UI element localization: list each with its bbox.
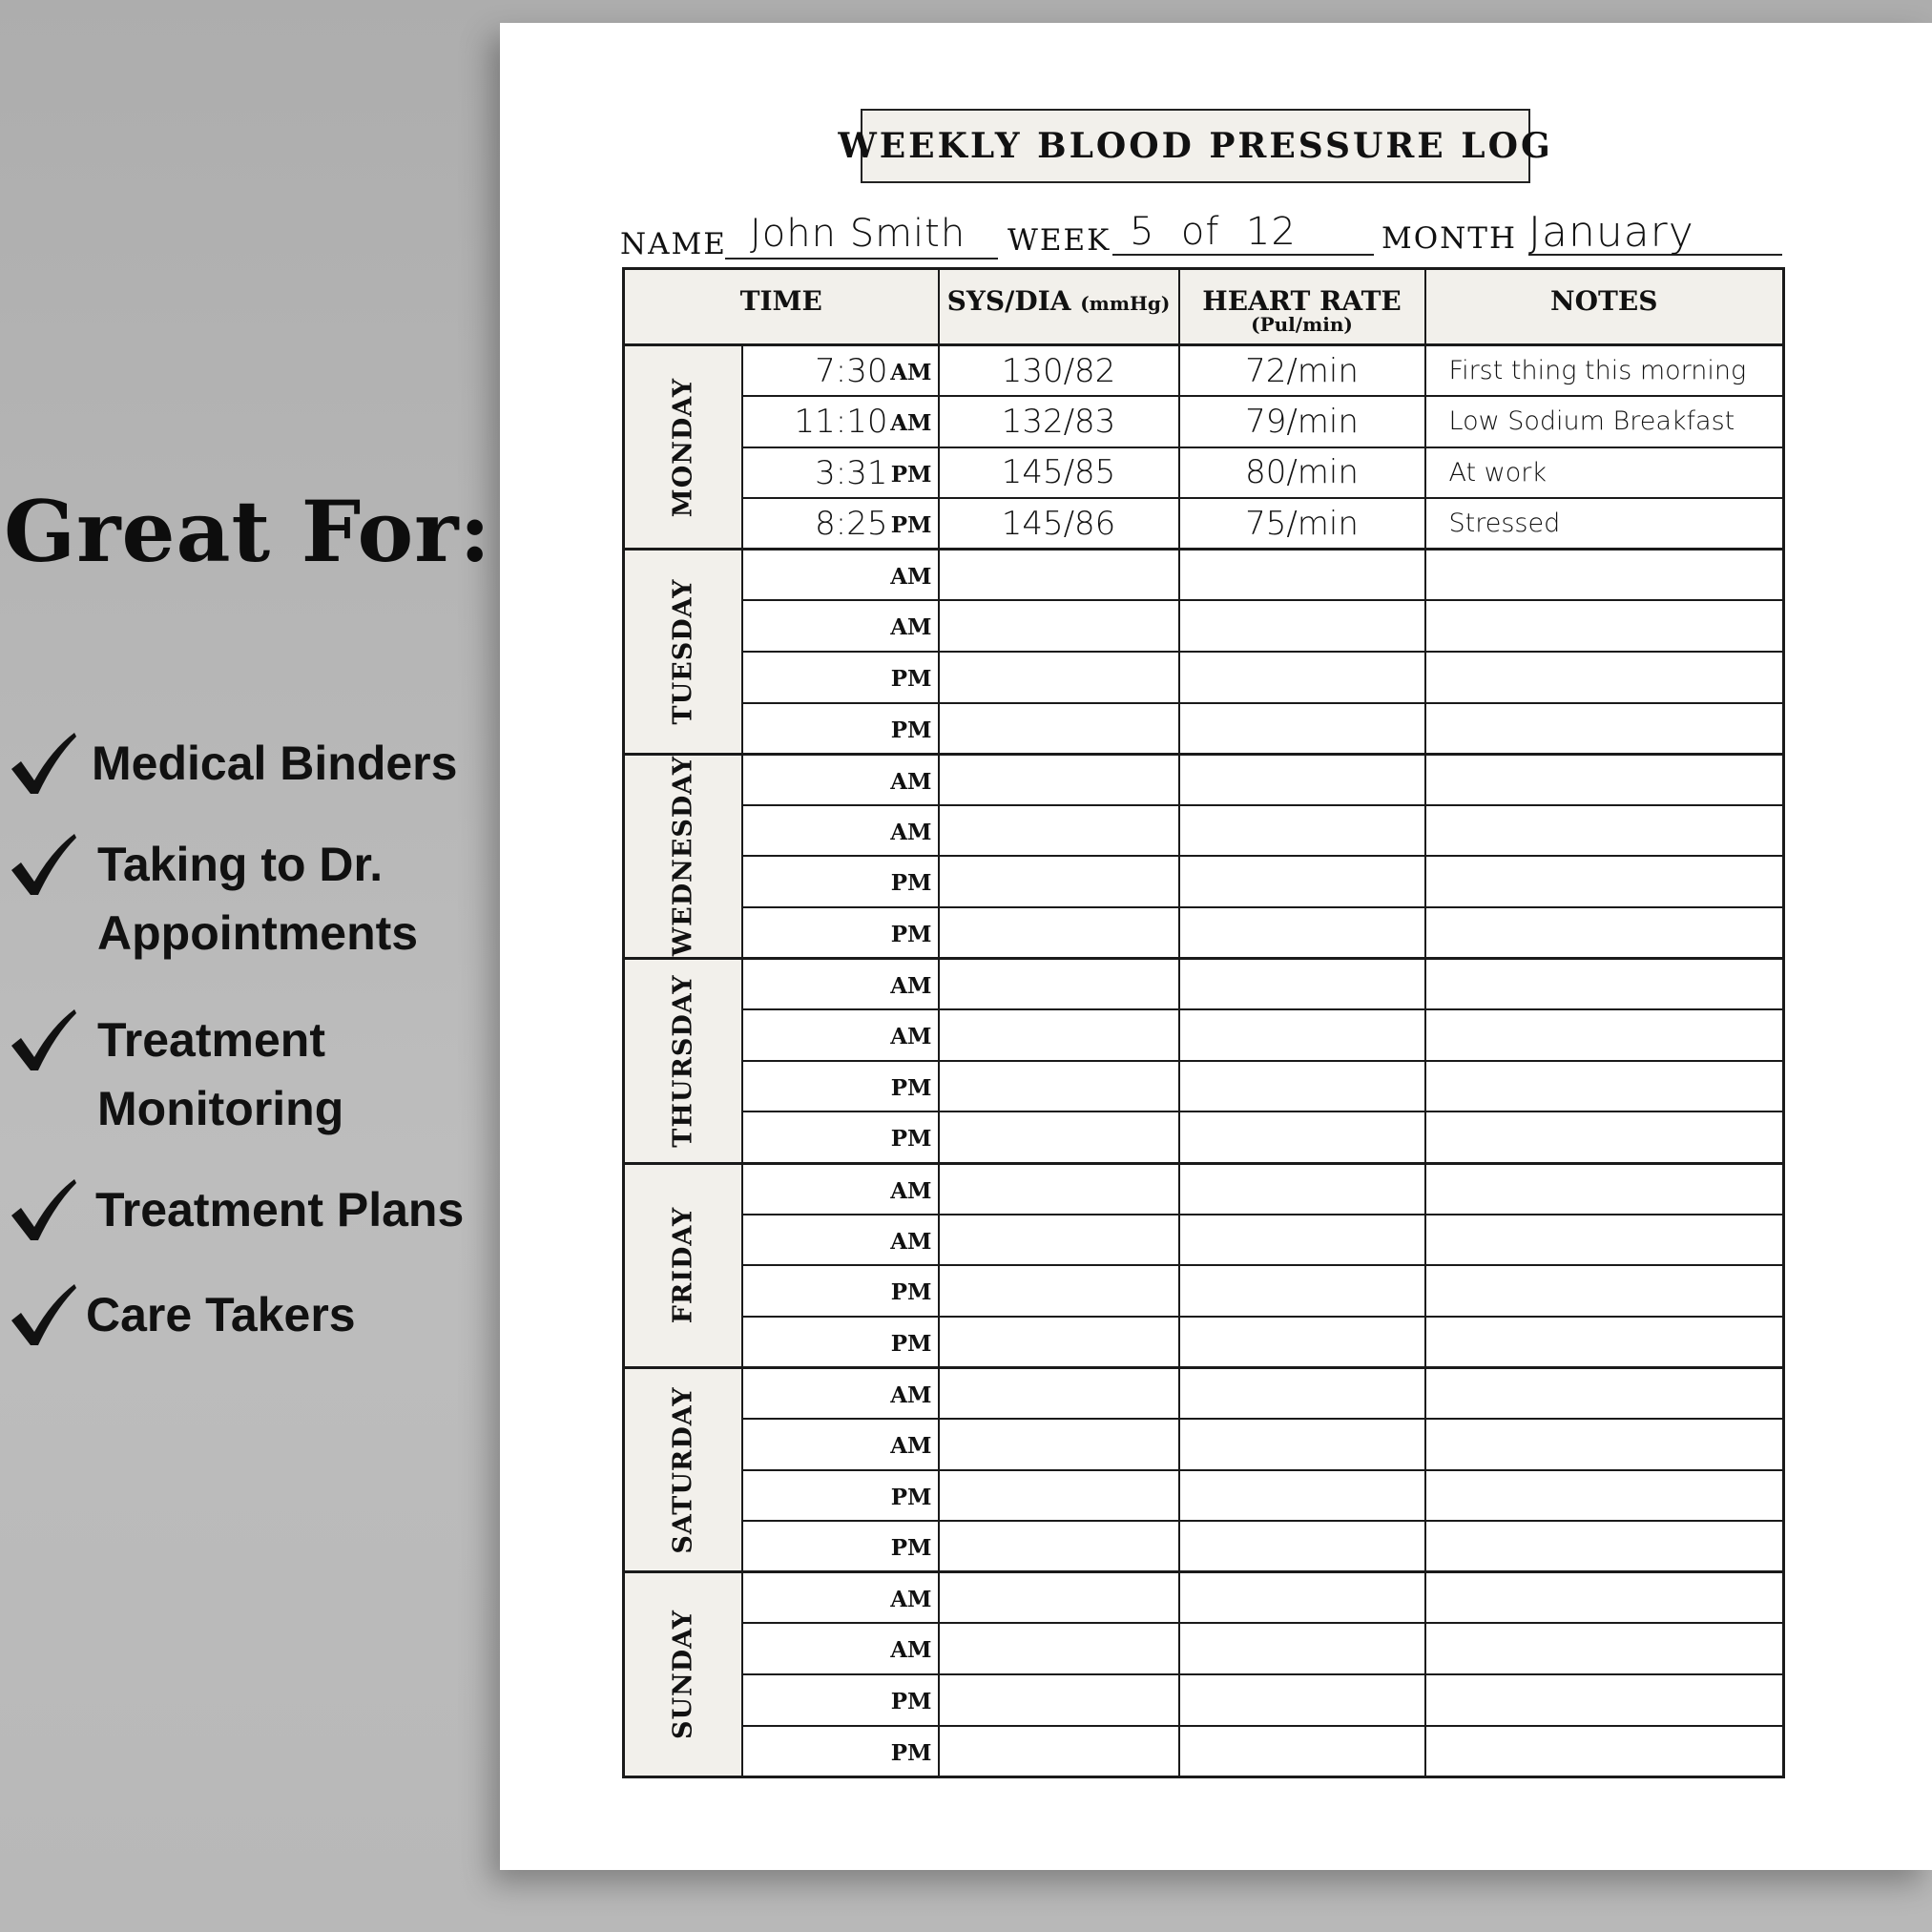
notes-cell[interactable] (1425, 1111, 1784, 1163)
heart-rate-cell[interactable] (1179, 754, 1425, 805)
bp-cell[interactable] (939, 1215, 1179, 1266)
notes-cell[interactable]: At work (1425, 447, 1784, 499)
ampm-label: PM (890, 512, 932, 539)
check-icon (8, 832, 80, 901)
ampm-label: PM (890, 1330, 932, 1357)
day-label-cell (624, 1367, 742, 1571)
bp-cell[interactable] (939, 1521, 1179, 1572)
table-row (624, 1009, 1784, 1061)
heart-rate-cell[interactable] (1179, 1061, 1425, 1112)
notes-cell[interactable] (1425, 1009, 1784, 1061)
heart-rate-cell[interactable] (1179, 550, 1425, 601)
log-body (624, 345, 1784, 1777)
time-cell[interactable] (742, 447, 939, 499)
heart-rate-cell[interactable] (1179, 1623, 1425, 1674)
time-cell[interactable] (742, 703, 939, 755)
notes-cell[interactable] (1425, 652, 1784, 703)
time-cell[interactable] (742, 1572, 939, 1624)
bp-cell[interactable] (939, 1265, 1179, 1317)
ampm-label: PM (890, 870, 932, 897)
table-row (624, 652, 1784, 703)
heart-rate-cell[interactable] (1179, 1317, 1425, 1368)
time-cell[interactable] (742, 1623, 939, 1674)
month-value[interactable]: January (1528, 208, 1694, 257)
table-row (624, 396, 1784, 447)
benefit-label: Treatment (97, 1013, 325, 1067)
heart-rate-cell[interactable] (1179, 959, 1425, 1010)
time-cell[interactable] (742, 1521, 939, 1572)
ampm-label: AM (890, 1587, 932, 1613)
day-label-cell (624, 550, 742, 754)
notes-header (1425, 269, 1784, 345)
heart-rate-cell[interactable] (1179, 856, 1425, 907)
time-cell[interactable] (742, 959, 939, 1010)
time-cell[interactable] (742, 1009, 939, 1061)
notes-cell[interactable] (1425, 1215, 1784, 1266)
time-cell[interactable] (742, 1419, 939, 1470)
notes-cell[interactable] (1425, 550, 1784, 601)
bp-cell[interactable] (939, 1367, 1179, 1419)
name-underline (725, 258, 998, 260)
heart-rate-header (1179, 269, 1425, 345)
ampm-label: AM (890, 360, 932, 385)
day-label-cell (624, 1572, 742, 1776)
ampm-label: AM (890, 410, 932, 437)
heart-rate-cell[interactable] (1179, 1111, 1425, 1163)
table-row (624, 856, 1784, 907)
heart-rate-cell[interactable] (1179, 1470, 1425, 1522)
notes-cell[interactable] (1425, 600, 1784, 652)
bp-cell[interactable] (939, 1623, 1179, 1674)
day-label: THURSDAY (668, 974, 698, 1148)
time-cell[interactable] (742, 1061, 939, 1112)
heart-rate-cell[interactable] (1179, 1419, 1425, 1470)
document-title: WEEKLY BLOOD PRESSURE LOG (861, 109, 1530, 183)
check-icon (8, 731, 80, 800)
benefit-label: Care Takers (86, 1288, 356, 1341)
benefit-label: Taking to Dr. (97, 838, 384, 891)
time-cell[interactable] (742, 1265, 939, 1317)
bp-cell[interactable] (939, 959, 1179, 1010)
notes-cell[interactable] (1425, 1521, 1784, 1572)
table-row (624, 1367, 1784, 1419)
table-row (624, 805, 1784, 857)
heart-rate-cell[interactable] (1179, 1163, 1425, 1215)
table-row (624, 447, 1784, 499)
table-row (624, 1419, 1784, 1470)
heart-rate-cell[interactable] (1179, 600, 1425, 652)
notes-cell[interactable] (1425, 1419, 1784, 1470)
promo-title: Great For: (4, 482, 492, 581)
notes-cell[interactable] (1425, 1674, 1784, 1726)
bp-cell[interactable] (939, 1061, 1179, 1112)
heart-rate-cell[interactable]: 75/min (1179, 498, 1425, 550)
notes-cell[interactable] (1425, 959, 1784, 1010)
ampm-label: PM (890, 1279, 932, 1306)
bp-cell[interactable] (939, 1009, 1179, 1061)
heart-rate-cell[interactable] (1179, 652, 1425, 703)
ampm-label: PM (890, 666, 932, 693)
time-value: 8:25 (815, 505, 888, 544)
bp-cell[interactable]: 130/82 (939, 345, 1179, 397)
check-icon (8, 1282, 80, 1351)
heart-rate-cell[interactable] (1179, 1265, 1425, 1317)
heart-rate-header-label: HEART RATE (1202, 285, 1402, 317)
day-label: SUNDAY (668, 1609, 698, 1739)
bp-cell[interactable] (939, 600, 1179, 652)
bp-log-table (622, 267, 1785, 1778)
notes-cell[interactable] (1425, 856, 1784, 907)
bp-cell[interactable] (939, 805, 1179, 857)
heart-rate-cell[interactable] (1179, 805, 1425, 857)
notes-cell[interactable] (1425, 1623, 1784, 1674)
day-label: WEDNESDAY (668, 756, 698, 957)
day-label: FRIDAY (668, 1206, 698, 1324)
day-label: TUESDAY (668, 578, 698, 725)
bp-cell[interactable] (939, 907, 1179, 959)
ampm-label: PM (890, 717, 932, 743)
ampm-label: AM (890, 768, 932, 795)
ampm-label: PM (890, 461, 932, 488)
notes-cell[interactable]: Low Sodium Breakfast (1425, 396, 1784, 447)
notes-cell[interactable] (1425, 1163, 1784, 1215)
log-sheet (500, 23, 1932, 1870)
bp-cell[interactable] (939, 703, 1179, 755)
time-cell[interactable] (742, 345, 939, 397)
table-row (624, 550, 1784, 601)
ampm-label: PM (890, 1074, 932, 1101)
sysdia-header (939, 269, 1179, 345)
bp-cell[interactable] (939, 652, 1179, 703)
name-value[interactable]: John Smith (750, 212, 966, 256)
benefit-label: Medical Binders (92, 737, 458, 790)
ampm-label: AM (890, 819, 932, 845)
bp-cell[interactable]: 145/86 (939, 498, 1179, 550)
bp-cell[interactable] (939, 1470, 1179, 1522)
time-cell[interactable] (742, 754, 939, 805)
bp-cell[interactable] (939, 1419, 1179, 1470)
heart-rate-cell[interactable] (1179, 1367, 1425, 1419)
day-label-cell (624, 959, 742, 1163)
time-cell[interactable] (742, 907, 939, 959)
table-row (624, 1521, 1784, 1572)
sysdia-header-label: SYS/DIA (946, 285, 1071, 317)
time-cell[interactable] (742, 652, 939, 703)
bp-cell[interactable] (939, 1726, 1179, 1777)
notes-cell[interactable] (1425, 1265, 1784, 1317)
bp-cell[interactable] (939, 754, 1179, 805)
notes-cell[interactable] (1425, 1572, 1784, 1624)
bp-cell[interactable] (939, 856, 1179, 907)
time-cell[interactable] (742, 1367, 939, 1419)
benefit-label-line2: Appointments (97, 906, 419, 960)
table-header-row (624, 269, 1784, 345)
bp-cell[interactable] (939, 1572, 1179, 1624)
heart-rate-cell[interactable] (1179, 1674, 1425, 1726)
heart-rate-cell[interactable] (1179, 1572, 1425, 1624)
bp-cell[interactable] (939, 1674, 1179, 1726)
time-cell[interactable] (742, 1674, 939, 1726)
day-label-cell (624, 754, 742, 958)
ampm-label: PM (890, 1535, 932, 1562)
table-row (624, 1726, 1784, 1777)
notes-cell[interactable] (1425, 1061, 1784, 1112)
bp-cell[interactable] (939, 550, 1179, 601)
day-label: MONDAY (668, 377, 698, 517)
notes-cell[interactable] (1425, 1726, 1784, 1777)
notes-cell[interactable] (1425, 805, 1784, 857)
table-row (624, 1061, 1784, 1112)
notes-header-label: NOTES (1550, 285, 1658, 317)
heart-rate-cell[interactable] (1179, 907, 1425, 959)
time-value: 7:30 (815, 352, 888, 390)
ampm-label: AM (890, 973, 932, 1000)
bp-cell[interactable] (939, 1317, 1179, 1368)
table-row (624, 345, 1784, 397)
ampm-label: AM (890, 1024, 932, 1050)
benefit-label-line2: Monitoring (97, 1082, 344, 1135)
benefit-label: Treatment Plans (95, 1183, 465, 1236)
heart-rate-cell[interactable] (1179, 703, 1425, 755)
ampm-label: AM (890, 1177, 932, 1204)
time-cell[interactable] (742, 856, 939, 907)
table-row (624, 959, 1784, 1010)
day-label-cell (624, 1163, 742, 1367)
time-cell[interactable] (742, 396, 939, 447)
bp-cell[interactable]: 132/83 (939, 396, 1179, 447)
ampm-label: AM (890, 1228, 932, 1255)
table-row (624, 498, 1784, 550)
time-value: 3:31 (815, 453, 888, 492)
notes-cell[interactable] (1425, 1470, 1784, 1522)
time-header (624, 269, 939, 345)
ampm-label: AM (890, 614, 932, 641)
heart-rate-cell[interactable] (1179, 1726, 1425, 1777)
time-cell[interactable] (742, 1163, 939, 1215)
sysdia-unit: (mmHg) (1080, 292, 1171, 315)
bp-cell[interactable] (939, 1163, 1179, 1215)
ampm-label: PM (890, 922, 932, 948)
table-row (624, 1470, 1784, 1522)
check-icon (8, 1177, 80, 1246)
table-row (624, 703, 1784, 755)
time-header-label: TIME (739, 285, 822, 317)
ampm-label: AM (890, 1637, 932, 1664)
table-row (624, 1674, 1784, 1726)
table-row (624, 1215, 1784, 1266)
time-cell[interactable] (742, 1470, 939, 1522)
time-cell[interactable] (742, 600, 939, 652)
heart-rate-cell[interactable] (1179, 1521, 1425, 1572)
table-row (624, 1623, 1784, 1674)
time-cell[interactable] (742, 805, 939, 857)
heart-rate-unit: (Pul/min) (1251, 313, 1353, 336)
time-cell[interactable] (742, 1317, 939, 1368)
ampm-label: AM (890, 564, 932, 591)
heart-rate-cell[interactable] (1179, 1009, 1425, 1061)
table-row (624, 1265, 1784, 1317)
week-underline (1112, 254, 1374, 256)
check-icon (8, 1008, 80, 1076)
ampm-label: AM (890, 1381, 932, 1408)
notes-cell[interactable]: First thing this morning (1425, 345, 1784, 397)
table-row (624, 907, 1784, 959)
week-label: WEEK (1008, 223, 1111, 258)
ampm-label: PM (890, 1739, 932, 1766)
ampm-label: PM (890, 1126, 932, 1153)
heart-rate-cell[interactable]: 79/min (1179, 396, 1425, 447)
time-cell[interactable] (742, 498, 939, 550)
table-row (624, 754, 1784, 805)
table-row (624, 1317, 1784, 1368)
notes-cell[interactable] (1425, 703, 1784, 755)
time-cell[interactable] (742, 1726, 939, 1777)
bp-cell[interactable]: 145/85 (939, 447, 1179, 499)
heart-rate-cell[interactable]: 80/min (1179, 447, 1425, 499)
time-cell[interactable] (742, 1215, 939, 1266)
table-row (624, 600, 1784, 652)
time-value: 11:10 (794, 403, 888, 442)
heart-rate-cell[interactable] (1179, 1215, 1425, 1266)
heart-rate-cell[interactable]: 72/min (1179, 345, 1425, 397)
day-label-cell (624, 345, 742, 550)
table-row (624, 1163, 1784, 1215)
time-cell[interactable] (742, 550, 939, 601)
notes-cell[interactable] (1425, 1317, 1784, 1368)
ampm-label: AM (890, 1432, 932, 1459)
notes-cell[interactable] (1425, 907, 1784, 959)
promo-panel (0, 0, 496, 1932)
name-label: NAME (620, 227, 727, 261)
notes-cell[interactable] (1425, 1367, 1784, 1419)
bp-cell[interactable] (939, 1111, 1179, 1163)
ampm-label: PM (890, 1484, 932, 1510)
ampm-label: PM (890, 1688, 932, 1714)
time-cell[interactable] (742, 1111, 939, 1163)
table-row (624, 1111, 1784, 1163)
week-value[interactable]: 5 of 12 (1130, 210, 1297, 254)
table-row (624, 1572, 1784, 1624)
month-label: MONTH (1381, 221, 1517, 256)
notes-cell[interactable]: Stressed (1425, 498, 1784, 550)
day-label: SATURDAY (668, 1385, 698, 1554)
notes-cell[interactable] (1425, 754, 1784, 805)
